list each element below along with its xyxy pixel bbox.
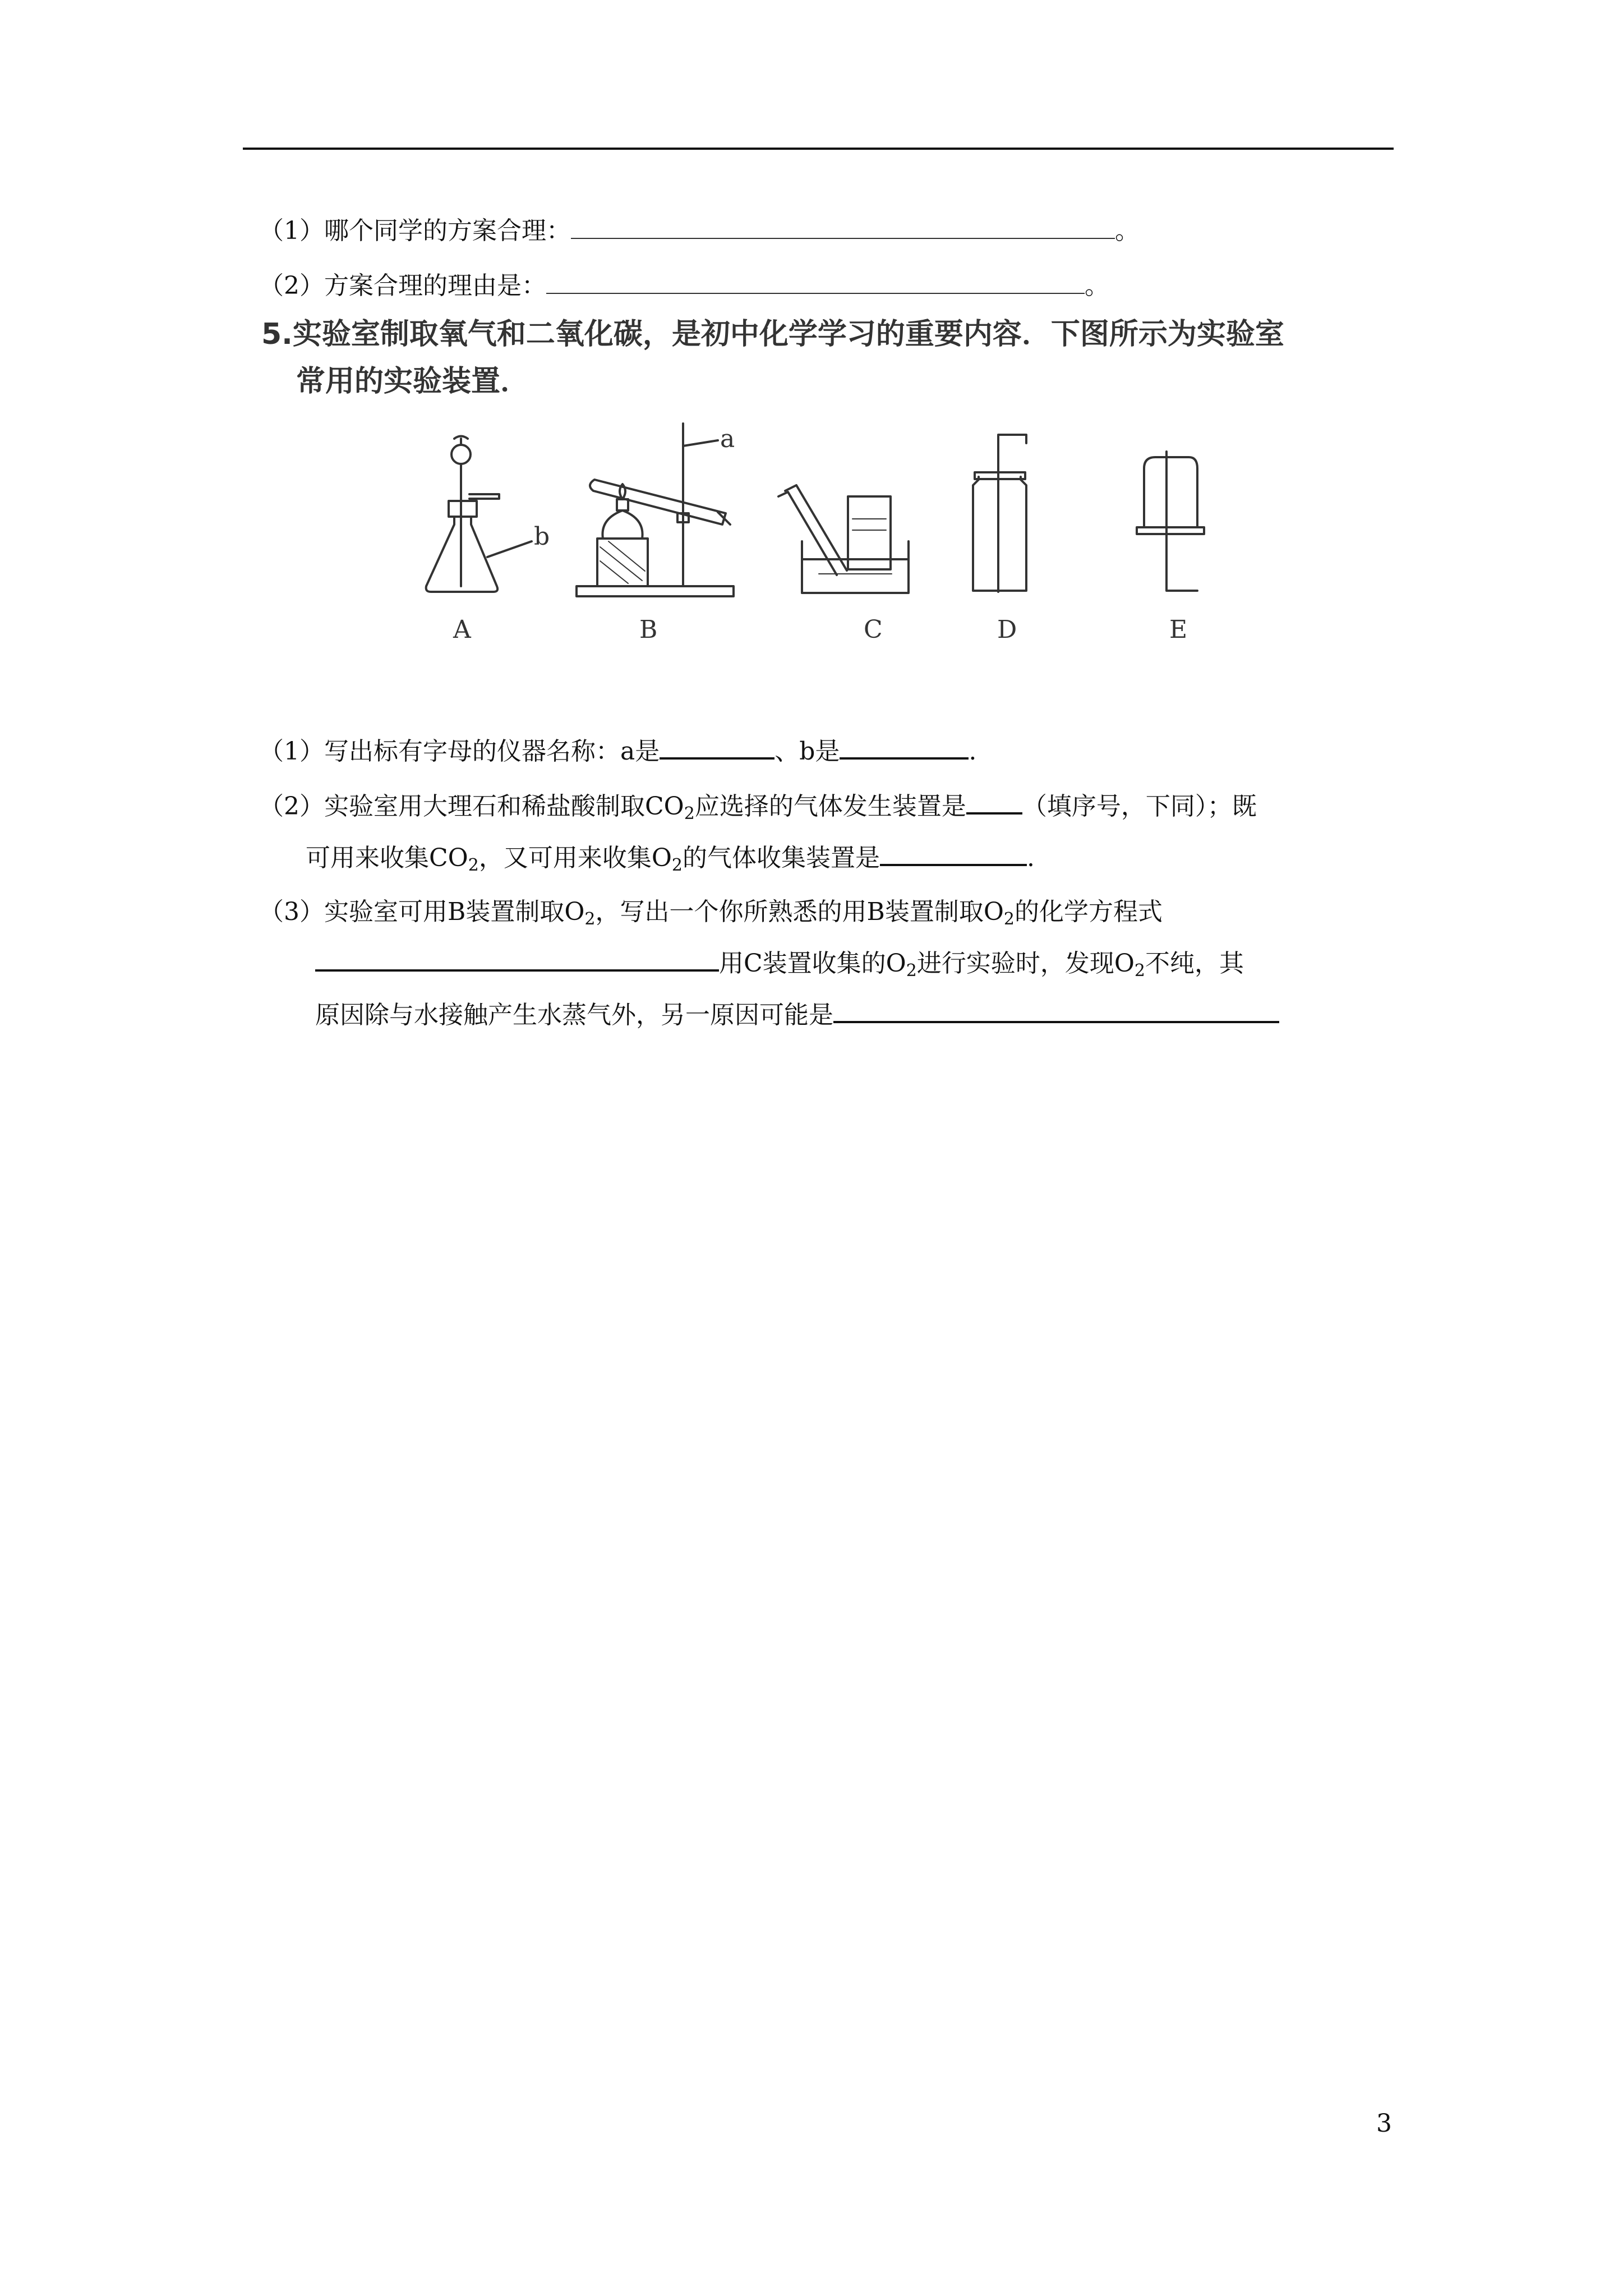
apparatus-d-gas-bottle xyxy=(973,435,1026,592)
q4-sub2 xyxy=(259,269,1109,303)
caption-d: D xyxy=(997,615,1017,644)
q5-sub1-mid: 、b是 xyxy=(774,737,840,766)
label-a: a xyxy=(720,425,735,453)
q5-sub2-text: ，又可用来收集O xyxy=(478,844,672,872)
q5-sub2-line1 xyxy=(259,790,1257,823)
q5-sub1-end: . xyxy=(969,737,977,766)
subscript: 2 xyxy=(671,855,683,875)
q5-sub3-text: （3）实验室可用B装置制取O xyxy=(259,898,585,926)
q4-sub1 xyxy=(259,214,1140,248)
q5-sub2-blank-collector[interactable] xyxy=(880,864,1027,866)
q5-sub3-text: 用C装置收集的O xyxy=(719,949,906,978)
q4-sub1-end: 。 xyxy=(1115,217,1140,245)
apparatus-a-flask xyxy=(426,436,532,592)
header-rule xyxy=(243,148,1394,150)
q5-sub1-blank-b[interactable] xyxy=(840,757,969,760)
apparatus-b-heating-setup xyxy=(577,424,734,596)
q5-sub3-line3 xyxy=(315,999,1279,1032)
subscript: 2 xyxy=(468,855,479,875)
q5-sub2-text: （2）实验室用大理石和稀盐酸制取CO xyxy=(259,792,684,821)
apparatus-c-water-collection xyxy=(778,485,909,593)
page-number: 3 xyxy=(1376,2109,1392,2138)
q5-sub2-text: . xyxy=(1027,844,1035,872)
q5-sub2-text: 的气体收集装置是 xyxy=(683,844,880,872)
q5-sub3-blank-reason[interactable] xyxy=(833,1021,1279,1023)
subscript: 2 xyxy=(1134,961,1146,981)
q5-sub3-text: ，写出一个你所熟悉的用B装置制取O xyxy=(595,898,1004,926)
caption-b: B xyxy=(639,615,658,644)
q5-sub3-line1 xyxy=(259,895,1163,929)
q5-sub3-blank-equation[interactable] xyxy=(315,969,719,972)
subscript: 2 xyxy=(584,909,596,929)
q5-sub2-text: 可用来收集CO xyxy=(306,844,468,872)
caption-c: C xyxy=(864,615,883,644)
label-b: b xyxy=(534,522,550,551)
q5-sub2-blank-generator[interactable] xyxy=(966,812,1022,815)
q5-sub1-blank-a[interactable] xyxy=(660,757,774,760)
caption-e: E xyxy=(1169,615,1188,644)
q5-stem-line1: 5.实验室制取氧气和二氧化碳，是初中化学学习的重要内容．下图所示为实验室 xyxy=(261,318,1284,351)
q5-sub2-text: 应选择的气体发生装置是 xyxy=(694,792,966,821)
subscript: 2 xyxy=(684,804,695,823)
q5-sub3-text: 的化学方程式 xyxy=(1015,898,1163,926)
apparatus-e-inverted-bottle xyxy=(1137,452,1204,591)
subscript: 2 xyxy=(1003,909,1015,929)
q5-sub1 xyxy=(259,735,976,769)
q5-sub2-line2 xyxy=(306,841,1035,875)
q5-sub3-text: 不纯，其 xyxy=(1145,949,1244,978)
q5-stem-line2: 常用的实验装置． xyxy=(296,365,530,398)
q5-sub1-prompt: （1）写出标有字母的仪器名称：a是 xyxy=(259,737,660,766)
q4-sub1-answer-blank[interactable] xyxy=(571,238,1115,239)
q5-sub3-line2 xyxy=(315,947,1244,981)
q4-sub2-answer-blank[interactable] xyxy=(546,293,1085,294)
q4-sub2-prompt: （2）方案合理的理由是： xyxy=(259,272,546,300)
q5-sub3-text: 进行实验时，发现O xyxy=(916,949,1135,978)
q5-sub3-text: 原因除与水接触产生水蒸气外，另一原因可能是 xyxy=(315,1001,833,1029)
caption-a: A xyxy=(453,615,471,644)
q4-sub1-prompt: （1）哪个同学的方案合理： xyxy=(259,217,571,245)
subscript: 2 xyxy=(906,961,917,981)
q5-sub2-text: （填序号，下同）；既 xyxy=(1022,792,1257,821)
lab-apparatus-figure xyxy=(415,412,1245,648)
q4-sub2-end: 。 xyxy=(1085,272,1109,300)
